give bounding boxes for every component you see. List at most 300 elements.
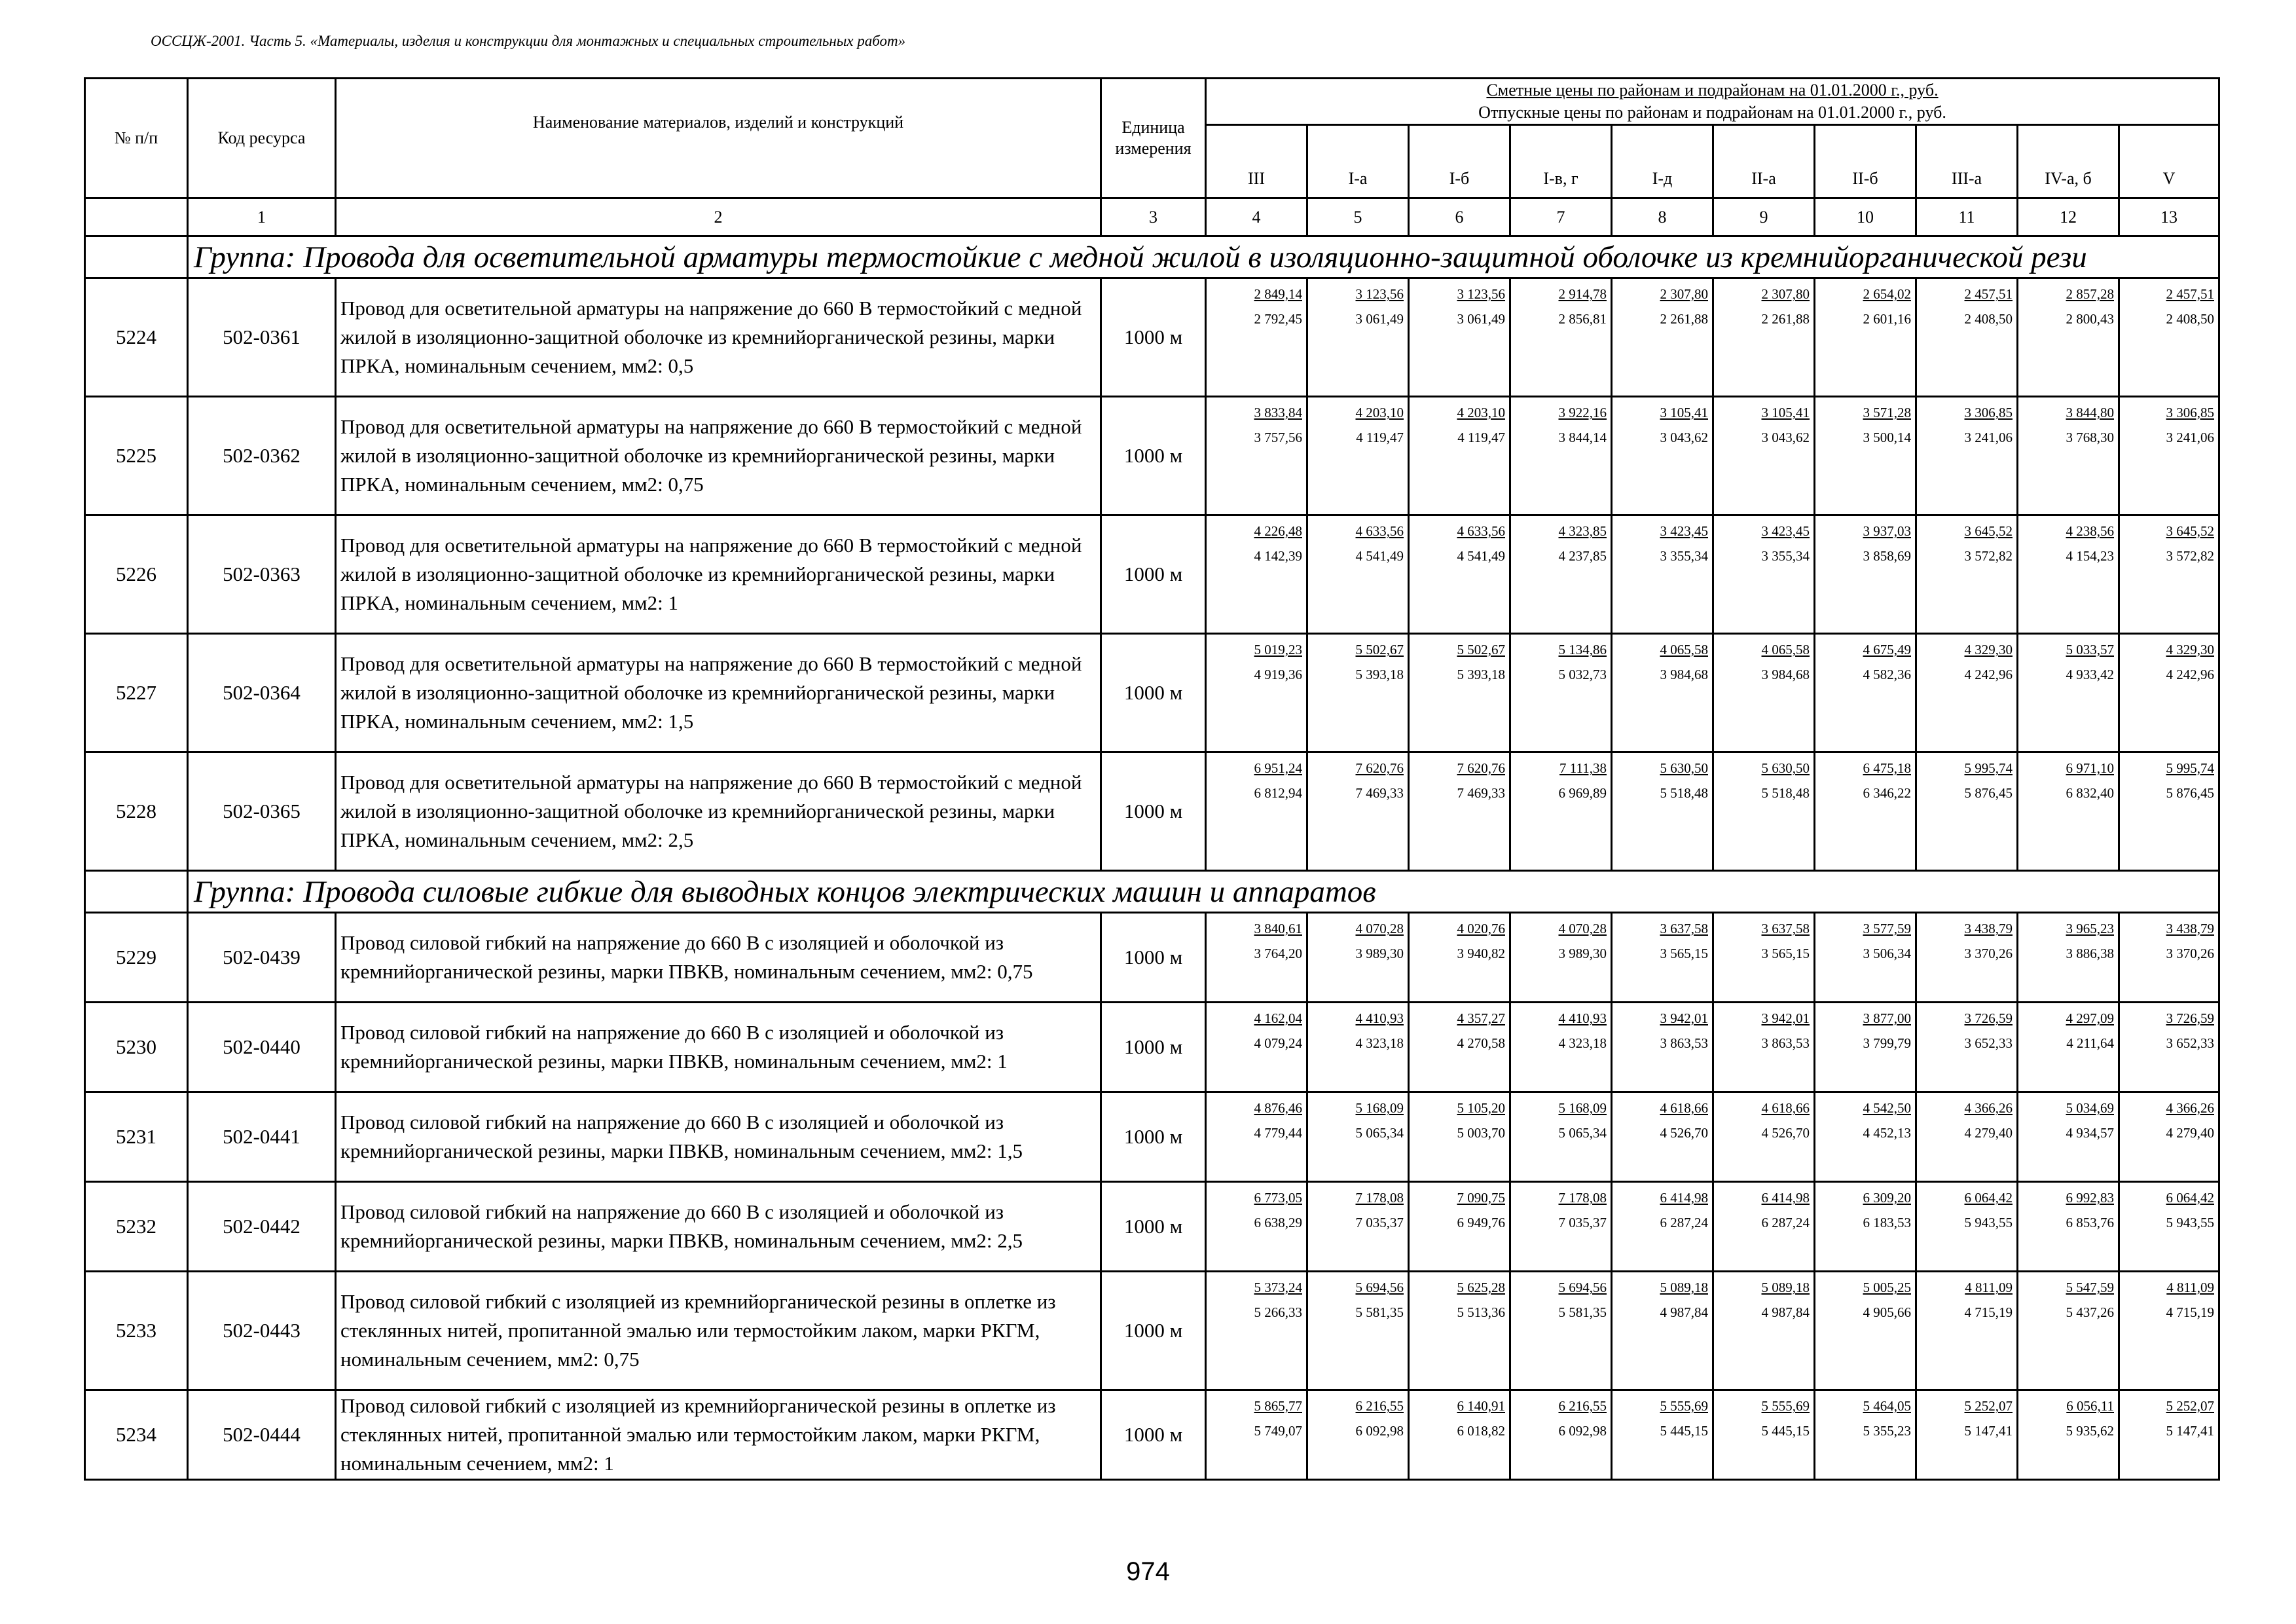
group-row [85, 236, 2219, 278]
estimate-price: 3 645,52 [1964, 523, 2013, 539]
release-price: 5 943,55 [1964, 1215, 2013, 1230]
estimate-price: 4 203,10 [1355, 405, 1404, 420]
release-price: 3 355,34 [1761, 548, 1810, 564]
estimate-price: 4 410,93 [1558, 1010, 1607, 1026]
estimate-price: 5 625,28 [1457, 1280, 1505, 1295]
price-cell [1612, 1092, 1713, 1182]
price-cell [1815, 634, 1916, 752]
release-price: 3 984,68 [1761, 667, 1810, 682]
item-name: Провод для осветительной арматуры на напряжение до 660 В термостойкий с медной жилой в изоляционно-защитной оболочке из кремнийорганической резины, марки ПРКА, номинальным сечением, мм2: 1 [336, 515, 1101, 634]
price-cell [1713, 278, 1815, 397]
unit: 1000 м [1101, 1390, 1206, 1480]
estimate-price: 3 423,45 [1660, 523, 1708, 539]
release-price: 5 032,73 [1558, 667, 1607, 682]
release-price: 3 500,14 [1863, 430, 1911, 445]
region-header: III-а [1916, 125, 2018, 198]
estimate-price: 2 307,80 [1660, 286, 1708, 302]
estimate-price: 4 618,66 [1761, 1100, 1810, 1116]
estimate-price: 3 922,16 [1558, 405, 1607, 420]
price-cell [1409, 1390, 1510, 1480]
price-cell [1510, 1390, 1612, 1480]
estimate-price: 6 414,98 [1660, 1190, 1708, 1206]
estimate-price: 6 414,98 [1761, 1190, 1810, 1206]
price-cell [1510, 1272, 1612, 1390]
item-name: Провод для осветительной арматуры на напряжение до 660 В термостойкий с медной жилой в изоляционно-защитной оболочке из кремнийорганической резины, марки ПРКА, номинальным сечением, мм2: 1,5 [336, 634, 1101, 752]
estimate-price: 4 357,27 [1457, 1010, 1505, 1026]
estimate-price: 4 366,26 [2166, 1100, 2215, 1116]
estimate-price: 4 323,85 [1558, 523, 1607, 539]
release-price: 4 715,19 [1964, 1304, 2013, 1320]
row-number: 5228 [85, 752, 188, 871]
release-price: 5 935,62 [2066, 1423, 2114, 1439]
estimate-price: 2 857,28 [2066, 286, 2114, 302]
price-cell [1307, 913, 1409, 1003]
price-cell [1815, 1272, 1916, 1390]
release-price: 3 043,62 [1761, 430, 1810, 445]
estimate-price: 5 168,09 [1558, 1100, 1607, 1116]
release-price: 4 934,57 [2066, 1125, 2114, 1141]
price-cell [1612, 1390, 1713, 1480]
group-title: Группа: Провода для осветительной арматуры термостойкие с медной жилой в изоляционно-защитной оболочке из кремнийорганической рези [188, 236, 2219, 278]
estimate-price: 6 475,18 [1863, 760, 1911, 776]
estimate-price: 5 252,07 [2166, 1398, 2215, 1414]
price-cell [1713, 634, 1815, 752]
price-cell [1510, 913, 1612, 1003]
price-cell [1815, 397, 1916, 515]
page-number: 974 [1126, 1557, 1170, 1586]
estimate-price: 3 726,59 [2166, 1010, 2215, 1026]
item-name: Провод силовой гибкий на напряжение до 660 В с изоляцией и оболочкой из кремнийорганической резины, марки ПВКВ, номинальным сечением, мм2: 1,5 [336, 1092, 1101, 1182]
table-row [85, 1272, 2219, 1390]
price-cell [1612, 397, 1713, 515]
estimate-price: 7 090,75 [1457, 1190, 1505, 1206]
price-cell [1815, 1390, 1916, 1480]
release-price: 4 919,36 [1254, 667, 1302, 682]
price-cell [2018, 278, 2119, 397]
column-number: 2 [336, 198, 1101, 236]
estimate-price: 7 178,08 [1558, 1190, 1607, 1206]
unit: 1000 м [1101, 1182, 1206, 1272]
release-price: 2 408,50 [1964, 311, 2013, 327]
release-price: 5 065,34 [1355, 1125, 1404, 1141]
price-cell [1713, 1272, 1815, 1390]
unit: 1000 м [1101, 634, 1206, 752]
price-cell [1510, 1182, 1612, 1272]
release-price: 3 506,34 [1863, 946, 1911, 961]
release-price: 5 393,18 [1355, 667, 1404, 682]
region-header: I-б [1409, 125, 1510, 198]
release-price: 5 355,23 [1863, 1423, 1911, 1439]
estimate-price: 4 366,26 [1964, 1100, 2013, 1116]
estimate-price: 5 464,05 [1863, 1398, 1911, 1414]
release-price: 6 812,94 [1254, 785, 1302, 801]
unit: 1000 м [1101, 515, 1206, 634]
price-cell [2119, 1092, 2219, 1182]
column-number: 13 [2119, 198, 2219, 236]
estimate-price: 3 942,01 [1660, 1010, 1708, 1026]
column-number: 8 [1612, 198, 1713, 236]
price-cell [1409, 1272, 1510, 1390]
estimate-price: 6 140,91 [1457, 1398, 1505, 1414]
release-price: 6 287,24 [1761, 1215, 1810, 1230]
release-price: 3 844,14 [1558, 430, 1607, 445]
release-price: 6 092,98 [1558, 1423, 1607, 1439]
price-cell [1307, 634, 1409, 752]
estimate-price: 5 555,69 [1761, 1398, 1810, 1414]
item-name: Провод силовой гибкий с изоляцией из кремнийорганической резины в оплетке из стеклянных нитей, пропитанной эмалью или термостойким лаком, марки РКГМ, номинальным сечением, мм2: 1 [336, 1390, 1101, 1480]
price-cell [1815, 752, 1916, 871]
estimate-price: 4 238,56 [2066, 523, 2114, 539]
release-price: 4 541,49 [1355, 548, 1404, 564]
release-price: 4 905,66 [1863, 1304, 1911, 1320]
estimate-price: 5 019,23 [1254, 642, 1302, 657]
release-price: 5 876,45 [2166, 785, 2215, 801]
release-price: 4 323,18 [1355, 1035, 1404, 1051]
item-name: Провод силовой гибкий на напряжение до 660 В с изоляцией и оболочкой из кремнийорганической резины, марки ПВКВ, номинальным сечением, мм2: 1 [336, 1003, 1101, 1092]
release-price: 6 287,24 [1660, 1215, 1708, 1230]
release-price: 5 393,18 [1457, 667, 1505, 682]
estimate-price: 4 020,76 [1457, 921, 1505, 936]
estimate-price: 5 865,77 [1254, 1398, 1302, 1414]
price-cell [2119, 752, 2219, 871]
release-price: 3 241,06 [2166, 430, 2215, 445]
estimate-price: 5 630,50 [1761, 760, 1810, 776]
price-cell [2119, 1272, 2219, 1390]
estimate-price: 7 178,08 [1355, 1190, 1404, 1206]
release-price: 5 147,41 [1964, 1423, 2013, 1439]
column-number: 7 [1510, 198, 1612, 236]
release-price: 5 581,35 [1558, 1304, 1607, 1320]
release-price: 4 715,19 [2166, 1304, 2215, 1320]
estimate-price: 5 033,57 [2066, 642, 2114, 657]
estimate-price: 4 876,46 [1254, 1100, 1302, 1116]
row-number: 5231 [85, 1092, 188, 1182]
release-price: 4 779,44 [1254, 1125, 1302, 1141]
price-cell [1510, 752, 1612, 871]
estimate-price: 3 965,23 [2066, 921, 2114, 936]
resource-code: 502-0365 [188, 752, 336, 871]
release-price: 4 154,23 [2066, 548, 2114, 564]
release-price: 6 832,40 [2066, 785, 2114, 801]
release-price: 3 886,38 [2066, 946, 2114, 961]
region-header: III [1206, 125, 1307, 198]
price-cell [1409, 1182, 1510, 1272]
prices-release-title: Отпускные цены по районам и подрайонам на 01.01.2000 г., руб. [1478, 103, 1946, 122]
price-cell [1815, 913, 1916, 1003]
price-cell [1713, 1390, 1815, 1480]
estimate-price: 6 309,20 [1863, 1190, 1911, 1206]
estimate-price: 3 105,41 [1761, 405, 1810, 420]
release-price: 3 989,30 [1355, 946, 1404, 961]
price-cell [1916, 634, 2018, 752]
column-number: 10 [1815, 198, 1916, 236]
price-cell [2119, 1182, 2219, 1272]
estimate-price: 6 064,42 [1964, 1190, 2013, 1206]
column-number: 4 [1206, 198, 1307, 236]
group-title: Группа: Провода силовые гибкие для выводных концов электрических машин и аппаратов [188, 871, 2219, 913]
estimate-price: 5 373,24 [1254, 1280, 1302, 1295]
estimate-price: 2 849,14 [1254, 286, 1302, 302]
price-cell [1612, 634, 1713, 752]
table-row [85, 397, 2219, 515]
unit: 1000 м [1101, 1272, 1206, 1390]
column-number [85, 198, 188, 236]
price-cell [1612, 1272, 1713, 1390]
row-number: 5232 [85, 1182, 188, 1272]
column-number: 1 [188, 198, 336, 236]
release-price: 3 764,20 [1254, 946, 1302, 961]
release-price: 4 526,70 [1761, 1125, 1810, 1141]
price-cell [1510, 1092, 1612, 1182]
estimate-price: 4 065,58 [1660, 642, 1708, 657]
release-price: 3 370,26 [2166, 946, 2215, 961]
price-cell [1206, 515, 1307, 634]
price-cell [2018, 1003, 2119, 1092]
row-number: 5234 [85, 1390, 188, 1480]
unit: 1000 м [1101, 1092, 1206, 1182]
release-price: 2 601,16 [1863, 311, 1911, 327]
release-price: 4 933,42 [2066, 667, 2114, 682]
col-header-no: № п/п [85, 79, 188, 198]
column-number: 9 [1713, 198, 1815, 236]
unit: 1000 м [1101, 397, 1206, 515]
release-price: 5 581,35 [1355, 1304, 1404, 1320]
price-cell [1612, 913, 1713, 1003]
estimate-price: 4 633,56 [1457, 523, 1505, 539]
running-header: ОССЦЖ-2001. Часть 5. «Материалы, изделия и конструкции для монтажных и специальных строительных работ» [151, 33, 906, 49]
release-price: 3 940,82 [1457, 946, 1505, 961]
release-price: 3 565,15 [1761, 946, 1810, 961]
price-cell [1612, 1003, 1713, 1092]
table-row [85, 278, 2219, 397]
estimate-price: 4 410,93 [1355, 1010, 1404, 1026]
table-row [85, 634, 2219, 752]
release-price: 2 261,88 [1761, 311, 1810, 327]
estimate-price: 3 306,85 [1964, 405, 2013, 420]
estimate-price: 6 971,10 [2066, 760, 2114, 776]
column-number-row [85, 198, 2219, 236]
table-row [85, 1092, 2219, 1182]
row-number: 5230 [85, 1003, 188, 1092]
price-cell [1713, 1092, 1815, 1182]
price-cell [1307, 1182, 1409, 1272]
price-cell [1409, 1092, 1510, 1182]
price-cell [1307, 1390, 1409, 1480]
release-price: 5 065,34 [1558, 1125, 1607, 1141]
price-cell [2119, 634, 2219, 752]
price-cell [2119, 515, 2219, 634]
release-price: 6 853,76 [2066, 1215, 2114, 1230]
resource-code: 502-0363 [188, 515, 336, 634]
estimate-price: 3 423,45 [1761, 523, 1810, 539]
region-header: II-а [1713, 125, 1815, 198]
release-price: 6 092,98 [1355, 1423, 1404, 1439]
release-price: 2 261,88 [1660, 311, 1708, 327]
release-price: 3 241,06 [1964, 430, 2013, 445]
col-header-name: Наименование материалов, изделий и конструкций [336, 79, 1101, 198]
group-row [85, 871, 2219, 913]
item-name: Провод для осветительной арматуры на напряжение до 660 В термостойкий с медной жилой в изоляционно-защитной оболочке из кремнийорганической резины, марки ПРКА, номинальным сечением, мм2: 0,75 [336, 397, 1101, 515]
estimate-price: 3 637,58 [1660, 921, 1708, 936]
price-cell [2119, 913, 2219, 1003]
release-price: 5 518,48 [1660, 785, 1708, 801]
release-price: 3 061,49 [1355, 311, 1404, 327]
estimate-price: 3 942,01 [1761, 1010, 1810, 1026]
release-price: 4 526,70 [1660, 1125, 1708, 1141]
resource-code: 502-0362 [188, 397, 336, 515]
price-cell [1713, 515, 1815, 634]
release-price: 5 876,45 [1964, 785, 2013, 801]
row-number: 5226 [85, 515, 188, 634]
price-cell [1612, 752, 1713, 871]
header-row-1 [85, 79, 2219, 125]
release-price: 3 757,56 [1254, 430, 1302, 445]
price-cell [1307, 515, 1409, 634]
release-price: 4 242,96 [1964, 667, 2013, 682]
estimate-price: 7 111,38 [1559, 760, 1607, 776]
release-price: 3 652,33 [2166, 1035, 2215, 1051]
release-price: 3 572,82 [2166, 548, 2215, 564]
estimate-price: 5 995,74 [1964, 760, 2013, 776]
release-price: 4 279,40 [1964, 1125, 2013, 1141]
release-price: 4 987,84 [1761, 1304, 1810, 1320]
region-header: I-д [1612, 125, 1713, 198]
estimate-price: 7 620,76 [1457, 760, 1505, 776]
price-cell [1206, 913, 1307, 1003]
release-price: 4 142,39 [1254, 548, 1302, 564]
column-number: 6 [1409, 198, 1510, 236]
price-cell [1916, 278, 2018, 397]
release-price: 5 147,41 [2166, 1423, 2215, 1439]
release-price: 4 270,58 [1457, 1035, 1505, 1051]
table-row [85, 752, 2219, 871]
price-cell [1510, 278, 1612, 397]
price-table [84, 77, 2220, 1481]
price-cell [1307, 752, 1409, 871]
column-number: 12 [2018, 198, 2119, 236]
estimate-price: 4 811,09 [1965, 1280, 2013, 1295]
release-price: 4 582,36 [1863, 667, 1911, 682]
item-name: Провод для осветительной арматуры на напряжение до 660 В термостойкий с медной жилой в изоляционно-защитной оболочке из кремнийорганической резины, марки ПРКА, номинальным сечением, мм2: 2,5 [336, 752, 1101, 871]
price-cell [1713, 1003, 1815, 1092]
price-cell [2018, 1092, 2119, 1182]
row-number: 5225 [85, 397, 188, 515]
row-number: 5229 [85, 913, 188, 1003]
price-cell [1713, 397, 1815, 515]
price-cell [1409, 278, 1510, 397]
release-price: 7 469,33 [1457, 785, 1505, 801]
price-cell [1916, 752, 2018, 871]
item-name: Провод для осветительной арматуры на напряжение до 660 В термостойкий с медной жилой в изоляционно-защитной оболочке из кремнийорганической резины, марки ПРКА, номинальным сечением, мм2: 0,5 [336, 278, 1101, 397]
price-cell [2119, 1003, 2219, 1092]
price-cell [1916, 1003, 2018, 1092]
release-price: 4 452,13 [1863, 1125, 1911, 1141]
estimate-price: 3 877,00 [1863, 1010, 1911, 1026]
release-price: 5 943,55 [2166, 1215, 2215, 1230]
release-price: 3 565,15 [1660, 946, 1708, 961]
release-price: 3 863,53 [1660, 1035, 1708, 1051]
col-header-code: Код ресурса [188, 79, 336, 198]
price-cell [2018, 1390, 2119, 1480]
estimate-price: 7 620,76 [1355, 760, 1404, 776]
item-name: Провод силовой гибкий на напряжение до 660 В с изоляцией и оболочкой из кремнийорганической резины, марки ПВКВ, номинальным сечением, мм2: 2,5 [336, 1182, 1101, 1272]
estimate-price: 3 937,03 [1863, 523, 1911, 539]
estimate-price: 3 438,79 [1964, 921, 2013, 936]
price-cell [2018, 515, 2119, 634]
estimate-price: 5 502,67 [1355, 642, 1404, 657]
release-price: 4 237,85 [1558, 548, 1607, 564]
price-cell [2119, 1390, 2219, 1480]
estimate-price: 3 726,59 [1964, 1010, 2013, 1026]
release-price: 4 119,47 [1356, 430, 1404, 445]
estimate-price: 4 329,30 [2166, 642, 2215, 657]
price-cell [1612, 1182, 1713, 1272]
release-price: 3 355,34 [1660, 548, 1708, 564]
column-number: 5 [1307, 198, 1409, 236]
estimate-price: 4 065,58 [1761, 642, 1810, 657]
price-cell [1307, 1272, 1409, 1390]
price-cell [2018, 1272, 2119, 1390]
price-cell [1510, 1003, 1612, 1092]
table-row [85, 913, 2219, 1003]
price-cell [1510, 397, 1612, 515]
release-price: 2 800,43 [2066, 311, 2114, 327]
estimate-price: 5 694,56 [1558, 1280, 1607, 1295]
price-cell [2018, 913, 2119, 1003]
estimate-price: 6 951,24 [1254, 760, 1302, 776]
price-cell [2119, 278, 2219, 397]
release-price: 4 323,18 [1558, 1035, 1607, 1051]
estimate-price: 5 089,18 [1761, 1280, 1810, 1295]
estimate-price: 6 056,11 [2066, 1398, 2114, 1414]
price-cell [1815, 1182, 1916, 1272]
release-price: 2 792,45 [1254, 311, 1302, 327]
region-header: IV-а, б [2018, 125, 2119, 198]
estimate-price: 5 694,56 [1355, 1280, 1404, 1295]
estimate-price: 2 457,51 [1964, 286, 2013, 302]
unit: 1000 м [1101, 752, 1206, 871]
estimate-price: 3 844,80 [2066, 405, 2114, 420]
estimate-price: 4 633,56 [1355, 523, 1404, 539]
release-price: 3 858,69 [1863, 548, 1911, 564]
estimate-price: 3 123,56 [1457, 286, 1505, 302]
row-number: 5227 [85, 634, 188, 752]
release-price: 4 242,96 [2166, 667, 2215, 682]
release-price: 5 445,15 [1761, 1423, 1810, 1439]
estimate-price: 4 162,04 [1254, 1010, 1302, 1026]
release-price: 6 949,76 [1457, 1215, 1505, 1230]
table-row [85, 1390, 2219, 1480]
estimate-price: 3 438,79 [2166, 921, 2215, 936]
resource-code: 502-0361 [188, 278, 336, 397]
resource-code: 502-0439 [188, 913, 336, 1003]
region-header: I-а [1307, 125, 1409, 198]
price-cell [1916, 397, 2018, 515]
group-spacer [85, 236, 188, 278]
estimate-price: 3 571,28 [1863, 405, 1911, 420]
estimate-price: 6 773,05 [1254, 1190, 1302, 1206]
release-price: 3 768,30 [2066, 430, 2114, 445]
group-spacer [85, 871, 188, 913]
estimate-price: 3 637,58 [1761, 921, 1810, 936]
estimate-price: 3 306,85 [2166, 405, 2215, 420]
release-price: 3 572,82 [1964, 548, 2013, 564]
unit: 1000 м [1101, 1003, 1206, 1092]
price-cell [1206, 1092, 1307, 1182]
release-price: 3 652,33 [1964, 1035, 2013, 1051]
estimate-price: 5 555,69 [1660, 1398, 1708, 1414]
estimate-price: 5 134,86 [1558, 642, 1607, 657]
